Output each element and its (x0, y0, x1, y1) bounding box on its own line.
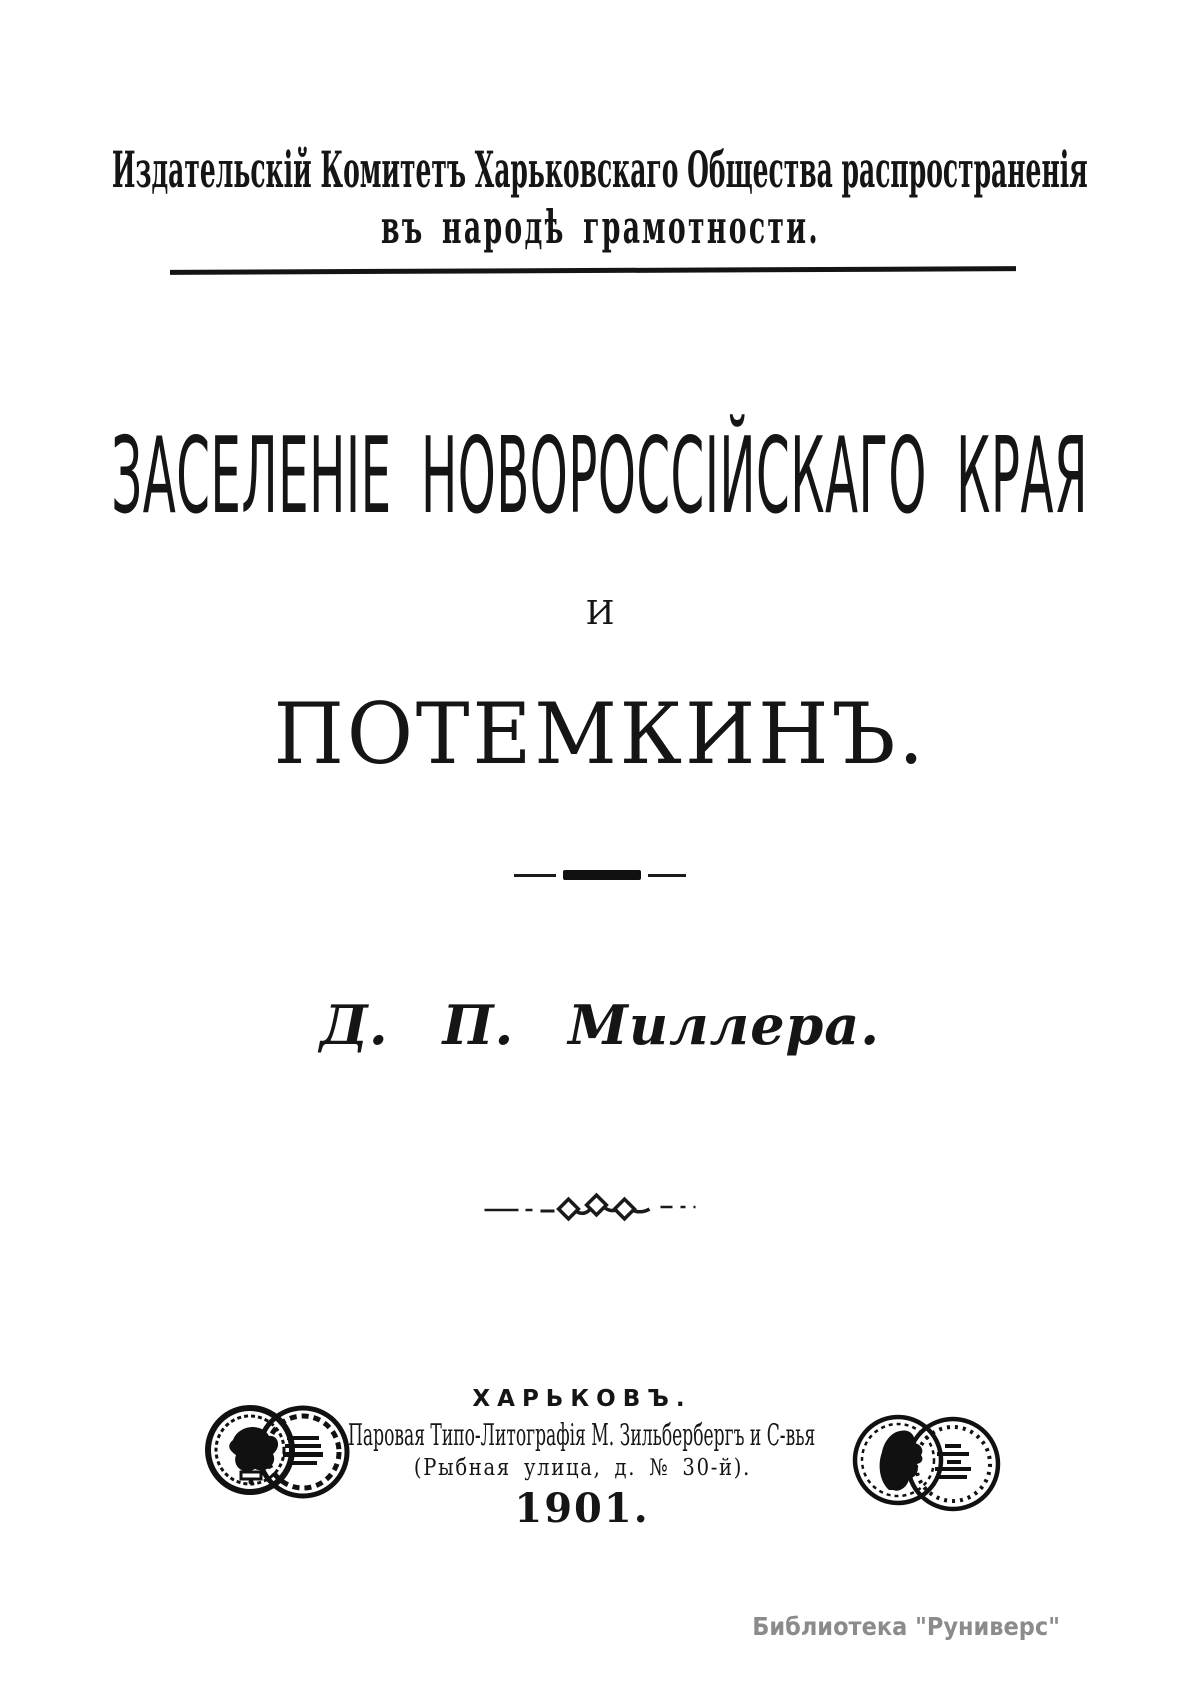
book-subtitle (0, 685, 1200, 783)
imprint-printer (0, 1418, 1200, 1453)
publisher-header-line1-text: Издательскій Комитетъ Харьковскаго Общества распространенія (112, 140, 1088, 199)
imprint-city (0, 1388, 1200, 1411)
header-rule (170, 266, 1016, 275)
title-conjunction (0, 593, 1200, 632)
imprint-address-text: (Рыбная улица, д. № 30-й). (413, 1455, 751, 1481)
imprint-city-text: ХАРЬКОВЪ. (472, 1386, 692, 1412)
publisher-header-line2 (0, 200, 1200, 254)
imprint-printer-text: Паровая Типо-Литографія М. Зильбербергъ и С-вья (348, 1418, 816, 1453)
author-name-text: Д. П. Миллера. (319, 993, 881, 1057)
author-name (0, 993, 1200, 1057)
book-subtitle-text: ПОТЕМКИНЪ. (273, 685, 927, 783)
divider-thin-dash-left (514, 874, 556, 877)
ornament-divider (482, 1190, 708, 1224)
title-conjunction-text: И (585, 593, 615, 632)
imprint-year-text: 1901. (514, 1485, 650, 1532)
title-divider (0, 870, 1200, 880)
book-title (0, 415, 1200, 537)
imprint-year (0, 1485, 1200, 1532)
divider-thin-dash-right (648, 874, 686, 877)
library-watermark: Библиотека "Руниверс" (752, 1612, 1060, 1641)
imprint-address (0, 1457, 1200, 1480)
publisher-header-line1 (0, 140, 1200, 199)
divider-thick-bar (563, 870, 641, 880)
publisher-header-line2-text: въ народѣ грамотности. (380, 200, 820, 254)
book-title-text: ЗАСЕЛЕНІЕ НОВОРОССІЙСКАГО КРАЯ (111, 415, 1089, 537)
